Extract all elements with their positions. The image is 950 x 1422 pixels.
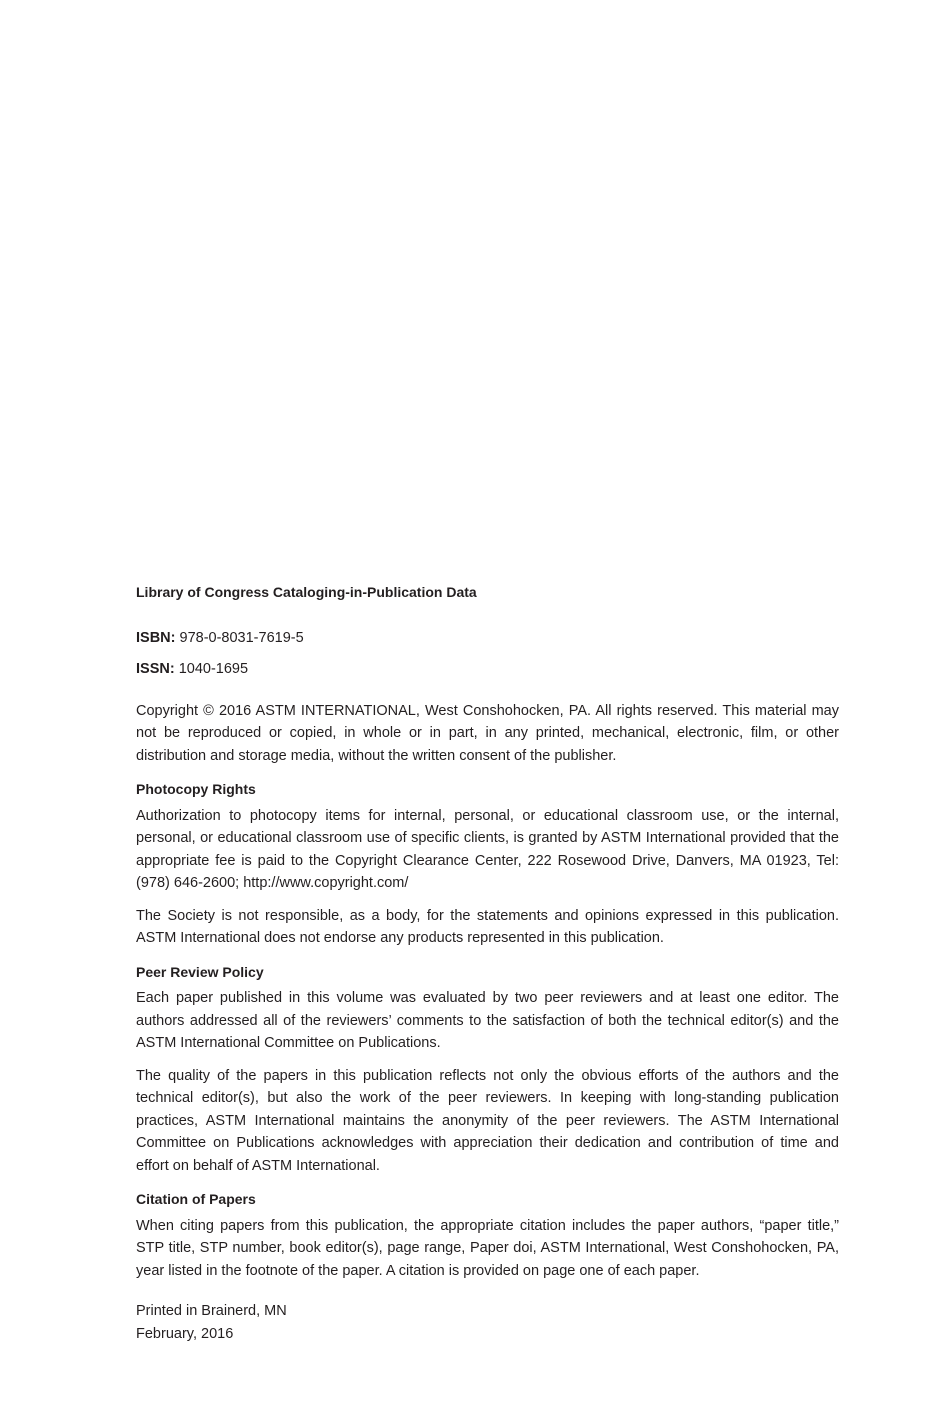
photocopy-paragraph-1: Authorization to photocopy items for internal, personal, or educational classroom use, or the internal, personal, or educational classroom use of specific clients, is granted by ASTM International provided that the appropriate fee is paid to the Copyright Clearance Center, 222 Rosewood Drive, Danvers, MA 01923, Tel: (978) 646-2600; http://www.copyright.com/ (136, 807, 839, 891)
library-heading: Library of Congress Cataloging-in-Publication Data (136, 584, 477, 600)
isbn-line (136, 627, 839, 650)
issn-value: 1040-1695 (178, 661, 249, 677)
photocopy-paragraph-2: The Society is not responsible, as a body, for the statements and opinions expressed in this publication. ASTM International does not endorse any products represented in this publication. (136, 907, 839, 946)
peer-review-paragraph-2: The quality of the papers in this publication reflects not only the obvious efforts of the authors and the technical editor(s), but also the work of the peer reviewers. In keeping with long-standing publication practices, ASTM International maintains the anonymity of the peer reviewers. The ASTM International Committee on Publications acknowledges with appreciation their dedication and contribution of time and effort on behalf of ASTM International. (136, 1067, 839, 1174)
photocopy-heading: Photocopy Rights (136, 781, 256, 797)
copyright-page (136, 581, 839, 1345)
citation-heading: Citation of Papers (136, 1191, 256, 1207)
isbn-label: ISBN: (136, 629, 176, 646)
issn-label: ISSN: (136, 661, 175, 677)
printed-info (136, 1300, 839, 1345)
isbn-value: 978-0-8031-7619-5 (179, 629, 304, 646)
issn-line (136, 658, 839, 681)
printed-location: Printed in Brainerd, MN (136, 1303, 287, 1319)
citation-paragraph: When citing papers from this publication, the appropriate citation includes the paper authors, “paper title,” STP title, STP number, book editor(s), page range, Paper doi, ASTM International, West Conshohocken, PA, year listed in the footnote of the paper. A citation is provided on page one of each paper. (136, 1217, 839, 1279)
printed-date: February, 2016 (136, 1325, 234, 1342)
peer-review-heading: Peer Review Policy (136, 963, 264, 980)
peer-review-paragraph-1: Each paper published in this volume was evaluated by two peer reviewers and at least one editor. The authors addressed all of the reviewers’ comments to the satisfaction of both the technical editor(s) and the ASTM International Committee on Publications. (136, 990, 839, 1051)
copyright-paragraph: Copyright © 2016 ASTM INTERNATIONAL, West Conshohocken, PA. All rights reserved. This material may not be reproduced or copied, in whole or in part, in any printed, mechanical, electronic, film, or other distribution and storage media, without the written consent of the publisher. (136, 702, 839, 764)
